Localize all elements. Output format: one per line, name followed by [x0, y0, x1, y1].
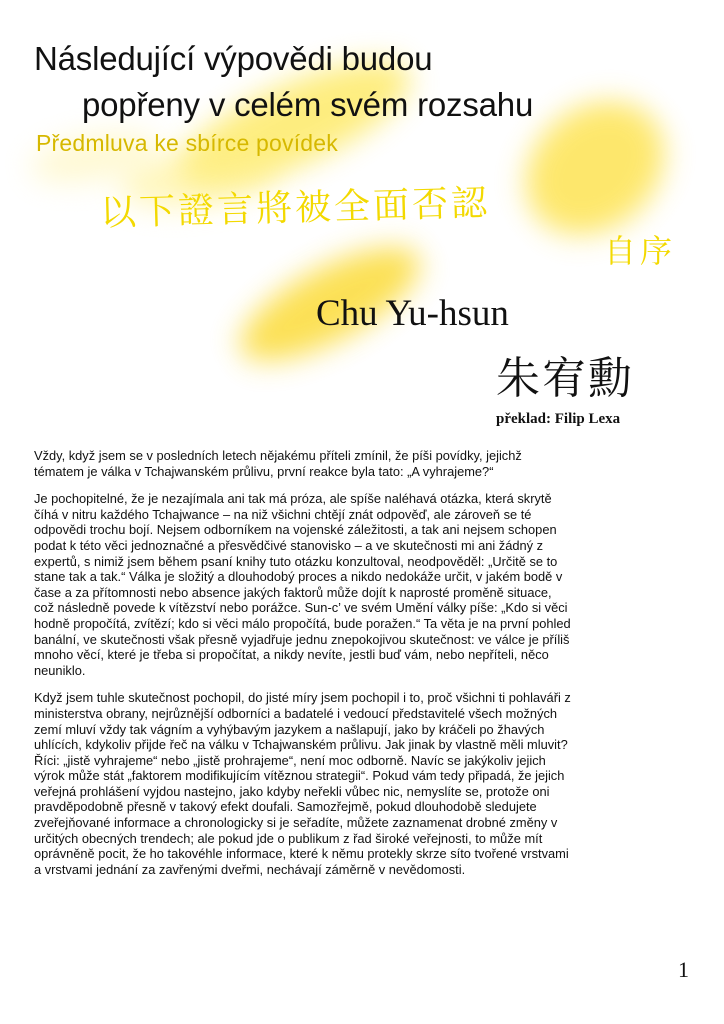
title-line-1: Následující výpovědi budou	[34, 40, 433, 77]
subtitle: Předmluva ke sbírce povídek	[36, 130, 338, 156]
title-line-2: popřeny v celém svém rozsahu	[82, 85, 534, 123]
chinese-title: 以下證言將被全面否認	[99, 182, 491, 235]
body-paragraph-1: Vždy, když jsem se v posledních letech nějakému příteli zmínil, že píši povídky, jejichž tématem je válka v Tchajwanském průlivu, první reakce byla tato: „A vyhrajeme?“	[34, 448, 522, 479]
body-text	[34, 448, 574, 889]
author-name: Chu Yu-hsun	[316, 293, 509, 334]
page-title	[34, 36, 533, 127]
page-number: 1	[678, 957, 689, 982]
body-paragraph-3: Když jsem tuhle skutečnost pochopil, do jisté míry jsem pochopil i to, proč všichni ti pohlaváři z ministerstva obrany, nejrůznější odborníci a badatelé i vedoucí představitelé všech možných zemí mluví vždy tak vágním a vyhýbavým jazykem a našlapují, jako by kráčeli po žhavých uhlících, kdykoliv přijde řeč na válku v Tchajwanském průlivu. Jak jinak by vlastně měli mluvit? Říci: „jistě vyhrajeme“ nebo „jistě prohrajeme“, není moc odborně. Navíc se jakýkoliv jejich výrok může stát „faktorem modifikujícím vítěznou strategii“. Pokud vám tedy připadá, že jejich veřejná prohlášení vyjdou nastejno, jako kdyby neřekli vůbec nic, nemyslíte se, protože oni pravděpodobně přesně v takový efekt doufali. Samozřejmě, pokud dlouhodobě sledujete zveřejňované informace a chronologicky si je seřadíte, můžete zaznamenat drobné změny v určitých obecných trendech; ale pokud jde o publikum z řad široké veřejnosti, to může mít oprávněně pocit, že ho takovéhle informace, které k němu protekly skrze síto tvořené vrstvami a vrstvami jednání za zavřenými dveřmi, nechávají záměrně v nevědomosti.	[34, 690, 571, 877]
author-name-chinese: 朱宥勳	[496, 353, 634, 404]
body-paragraph-2: Je pochopitelné, že je nezajímala ani tak má próza, ale spíše naléhavá otázka, která skrytě číhá v nitru každého Tchajwance – na niž všichni chtějí znát odpověď, ale zároveň se té odpovědi trochu bojí. Nejsem odborníkem na vojenské záležitosti, a tak ani nejsem schopen podat k této věci jednoznačné a přesvědčivé stanovisko – a ve skutečnosti mi ani žádný z expertů, s nimiž jsem během psaní knihy tuto otázku konzultoval, neodpověděl: „Určitě se to stane tak a tak.“ Válka je složitý a dlouhodobý proces a nikdo nedokáže určit, v jakém bodě v čase a za přítomnosti nebo absence jakých faktorů může dojít k naprosté proměně situace, což následně povede k vítězství nebo porážce. Sun-c’ ve svém Umění války píše: „Kdo si věci hodně propočítá, zvítězí; kdo si věci málo propočítá, bude poražen.“ Ta věta je na první pohled banální, ve skutečnosti však přesně vyjadřuje jednu znepokojivou skutečnost: ve válce je příliš mnoho věcí, které je třeba si propočítat, a nikdy nevíte, jestli buď vám, nebo nepříteli, něco neuniklo.	[34, 491, 571, 678]
translator-credit: překlad: Filip Lexa	[496, 411, 621, 427]
chinese-preface-label: 自序	[604, 232, 677, 270]
